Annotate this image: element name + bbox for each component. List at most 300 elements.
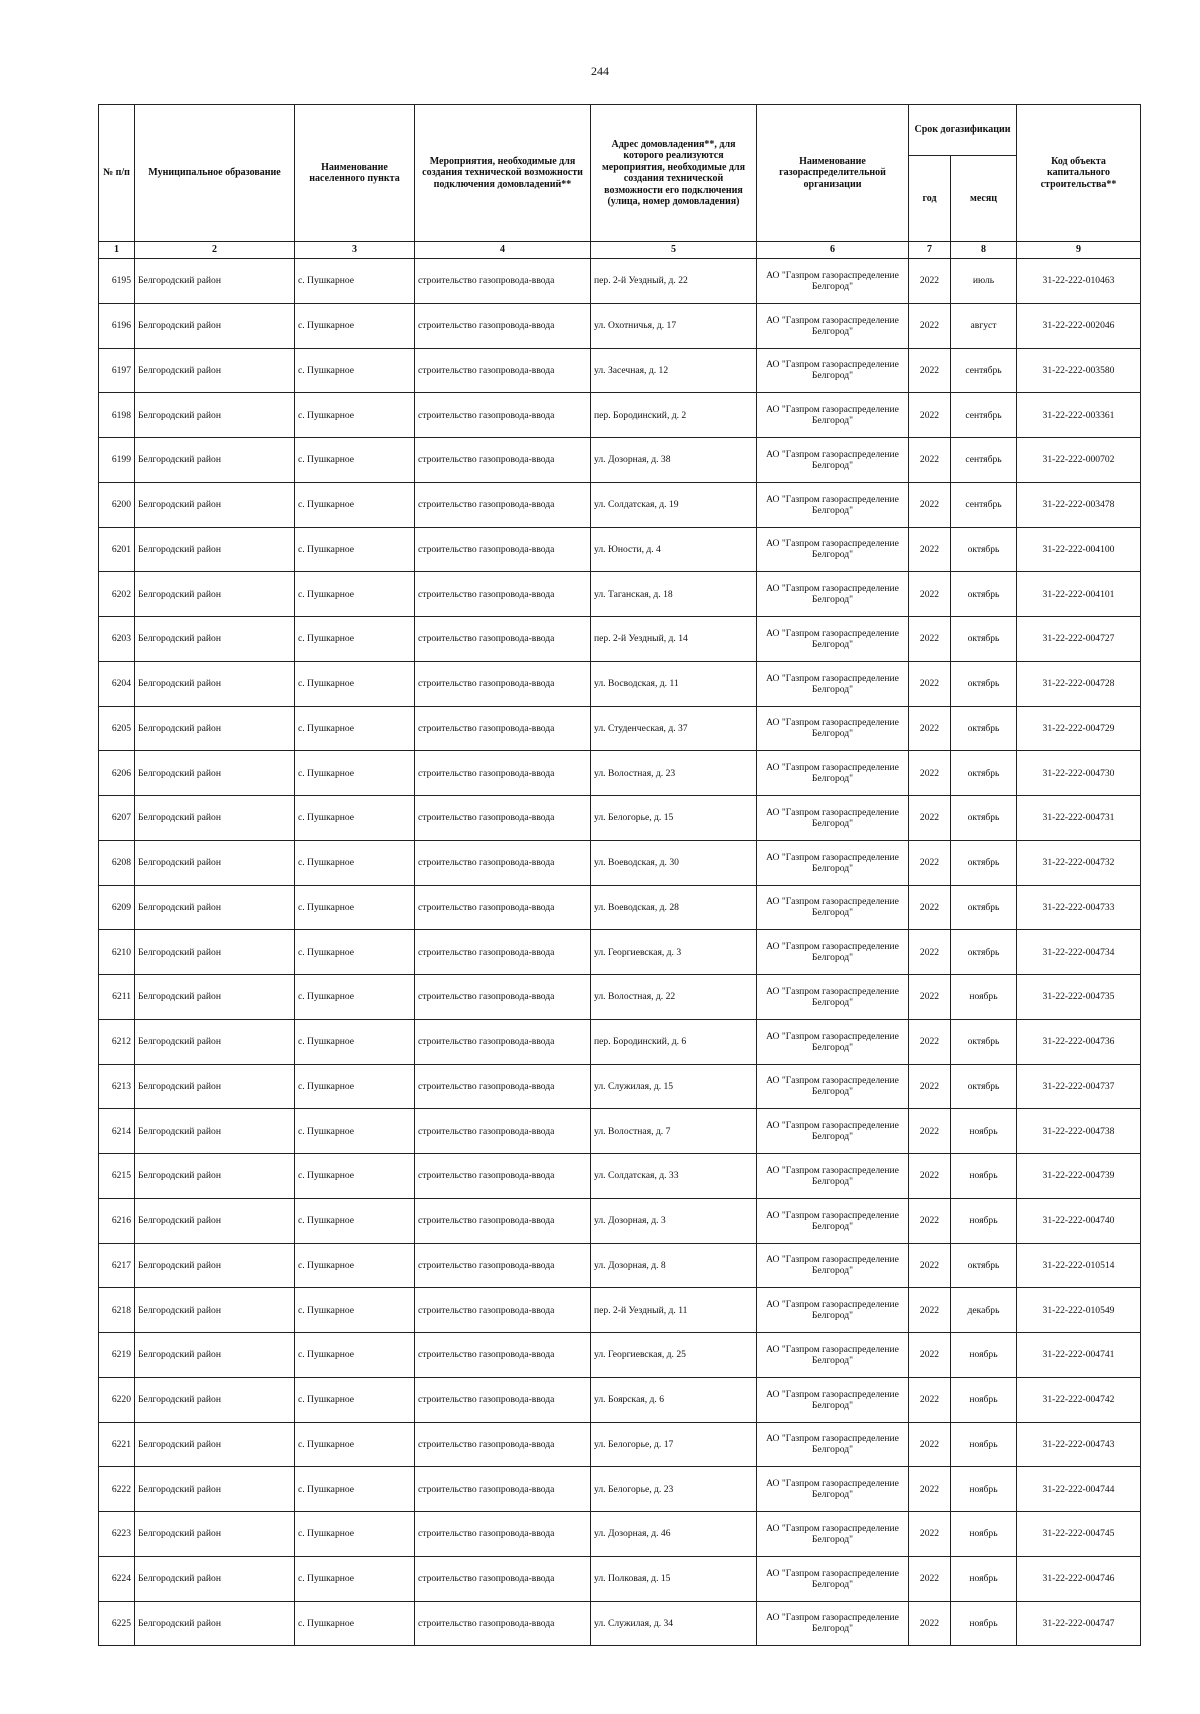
year-cell: 2022 (909, 1333, 951, 1378)
settlement-cell: с. Пушкарное (295, 1019, 415, 1064)
object-code-cell: 31-22-222-004731 (1017, 796, 1141, 841)
month-cell: ноябрь (951, 1109, 1017, 1154)
municipality-cell: Белгородский район (135, 1109, 295, 1154)
month-cell: октябрь (951, 706, 1017, 751)
municipality-cell: Белгородский район (135, 1064, 295, 1109)
municipality-cell: Белгородский район (135, 482, 295, 527)
organization-cell: АО "Газпром газораспределение Белгород" (757, 393, 909, 438)
measure-cell: строительство газопровода-ввода (415, 1109, 591, 1154)
measure-cell: строительство газопровода-ввода (415, 438, 591, 483)
address-cell: пер. Бородинский, д. 2 (591, 393, 757, 438)
settlement-cell: с. Пушкарное (295, 840, 415, 885)
year-cell: 2022 (909, 751, 951, 796)
measure-cell: строительство газопровода-ввода (415, 1601, 591, 1646)
settlement-cell: с. Пушкарное (295, 1109, 415, 1154)
row-number: 6204 (99, 661, 135, 706)
month-cell: ноябрь (951, 1601, 1017, 1646)
header-row (99, 105, 1141, 156)
measure-cell: строительство газопровода-ввода (415, 885, 591, 930)
address-cell: ул. Георгиевская, д. 3 (591, 930, 757, 975)
month-cell: ноябрь (951, 1556, 1017, 1601)
object-code-cell: 31-22-222-004727 (1017, 617, 1141, 662)
header-deadline: Срок догазификации (909, 105, 1017, 156)
row-number: 6201 (99, 527, 135, 572)
year-cell: 2022 (909, 661, 951, 706)
settlement-cell: с. Пушкарное (295, 796, 415, 841)
address-cell: ул. Воеводская, д. 30 (591, 840, 757, 885)
table-row (99, 975, 1141, 1020)
address-cell: пер. 2-й Уездный, д. 11 (591, 1288, 757, 1333)
object-code-cell: 31-22-222-004732 (1017, 840, 1141, 885)
year-cell: 2022 (909, 1422, 951, 1467)
settlement-cell: с. Пушкарное (295, 1243, 415, 1288)
month-cell: сентябрь (951, 482, 1017, 527)
settlement-cell: с. Пушкарное (295, 1377, 415, 1422)
month-cell: декабрь (951, 1288, 1017, 1333)
settlement-cell: с. Пушкарное (295, 1601, 415, 1646)
municipality-cell: Белгородский район (135, 1422, 295, 1467)
table-row (99, 840, 1141, 885)
year-cell: 2022 (909, 1019, 951, 1064)
row-number: 6219 (99, 1333, 135, 1378)
header-settlement: Наименование населенного пункта (295, 105, 415, 242)
table-row (99, 259, 1141, 304)
object-code-cell: 31-22-222-010549 (1017, 1288, 1141, 1333)
measure-cell: строительство газопровода-ввода (415, 706, 591, 751)
month-cell: октябрь (951, 572, 1017, 617)
address-cell: ул. Таганская, д. 18 (591, 572, 757, 617)
organization-cell: АО "Газпром газораспределение Белгород" (757, 1377, 909, 1422)
organization-cell: АО "Газпром газораспределение Белгород" (757, 1556, 909, 1601)
year-cell: 2022 (909, 840, 951, 885)
year-cell: 2022 (909, 527, 951, 572)
row-number: 6206 (99, 751, 135, 796)
measure-cell: строительство газопровода-ввода (415, 527, 591, 572)
object-code-cell: 31-22-222-004747 (1017, 1601, 1141, 1646)
column-number: 4 (415, 242, 591, 259)
month-cell: ноябрь (951, 1333, 1017, 1378)
row-number: 6217 (99, 1243, 135, 1288)
organization-cell: АО "Газпром газораспределение Белгород" (757, 706, 909, 751)
year-cell: 2022 (909, 1109, 951, 1154)
municipality-cell: Белгородский район (135, 706, 295, 751)
header-municipality: Муниципальное образование (135, 105, 295, 242)
row-number: 6199 (99, 438, 135, 483)
header-year: год (909, 156, 951, 242)
month-cell: октябрь (951, 885, 1017, 930)
table-row (99, 1512, 1141, 1557)
measure-cell: строительство газопровода-ввода (415, 1556, 591, 1601)
settlement-cell: с. Пушкарное (295, 1512, 415, 1557)
table-row (99, 1064, 1141, 1109)
gasification-table (98, 104, 1141, 1646)
year-cell: 2022 (909, 482, 951, 527)
month-cell: ноябрь (951, 1512, 1017, 1557)
row-number: 6223 (99, 1512, 135, 1557)
row-number: 6220 (99, 1377, 135, 1422)
settlement-cell: с. Пушкарное (295, 1288, 415, 1333)
row-number: 6215 (99, 1154, 135, 1199)
month-cell: октябрь (951, 617, 1017, 662)
month-cell: октябрь (951, 930, 1017, 975)
month-cell: октябрь (951, 1243, 1017, 1288)
municipality-cell: Белгородский район (135, 1019, 295, 1064)
object-code-cell: 31-22-222-003580 (1017, 348, 1141, 393)
address-cell: ул. Белогорье, д. 17 (591, 1422, 757, 1467)
organization-cell: АО "Газпром газораспределение Белгород" (757, 482, 909, 527)
object-code-cell: 31-22-222-004741 (1017, 1333, 1141, 1378)
organization-cell: АО "Газпром газораспределение Белгород" (757, 527, 909, 572)
row-number: 6198 (99, 393, 135, 438)
object-code-cell: 31-22-222-004728 (1017, 661, 1141, 706)
organization-cell: АО "Газпром газораспределение Белгород" (757, 975, 909, 1020)
municipality-cell: Белгородский район (135, 661, 295, 706)
row-number: 6218 (99, 1288, 135, 1333)
table-row (99, 1467, 1141, 1512)
table-row (99, 1556, 1141, 1601)
object-code-cell: 31-22-222-010514 (1017, 1243, 1141, 1288)
organization-cell: АО "Газпром газораспределение Белгород" (757, 1243, 909, 1288)
organization-cell: АО "Газпром газораспределение Белгород" (757, 1467, 909, 1512)
month-cell: октябрь (951, 1019, 1017, 1064)
month-cell: ноябрь (951, 1377, 1017, 1422)
month-cell: октябрь (951, 527, 1017, 572)
table-row (99, 751, 1141, 796)
row-number: 6222 (99, 1467, 135, 1512)
measure-cell: строительство газопровода-ввода (415, 482, 591, 527)
row-number: 6216 (99, 1198, 135, 1243)
settlement-cell: с. Пушкарное (295, 1333, 415, 1378)
object-code-cell: 31-22-222-004101 (1017, 572, 1141, 617)
measure-cell: строительство газопровода-ввода (415, 1064, 591, 1109)
measure-cell: строительство газопровода-ввода (415, 1019, 591, 1064)
municipality-cell: Белгородский район (135, 259, 295, 304)
settlement-cell: с. Пушкарное (295, 438, 415, 483)
year-cell: 2022 (909, 438, 951, 483)
object-code-cell: 31-22-222-010463 (1017, 259, 1141, 304)
table-row (99, 438, 1141, 483)
municipality-cell: Белгородский район (135, 1556, 295, 1601)
measure-cell: строительство газопровода-ввода (415, 930, 591, 975)
year-cell: 2022 (909, 1377, 951, 1422)
table-row (99, 930, 1141, 975)
header-measures: Мероприятия, необходимые для создания технической возможности подключения домовладений** (415, 105, 591, 242)
settlement-cell: с. Пушкарное (295, 751, 415, 796)
municipality-cell: Белгородский район (135, 1601, 295, 1646)
table-row (99, 706, 1141, 751)
address-cell: пер. Бородинский, д. 6 (591, 1019, 757, 1064)
organization-cell: АО "Газпром газораспределение Белгород" (757, 1154, 909, 1199)
table-row (99, 796, 1141, 841)
object-code-cell: 31-22-222-004745 (1017, 1512, 1141, 1557)
year-cell: 2022 (909, 303, 951, 348)
row-number: 6210 (99, 930, 135, 975)
address-cell: ул. Дозорная, д. 38 (591, 438, 757, 483)
organization-cell: АО "Газпром газораспределение Белгород" (757, 617, 909, 662)
month-cell: сентябрь (951, 393, 1017, 438)
year-cell: 2022 (909, 1064, 951, 1109)
municipality-cell: Белгородский район (135, 438, 295, 483)
column-number: 6 (757, 242, 909, 259)
settlement-cell: с. Пушкарное (295, 1422, 415, 1467)
measure-cell: строительство газопровода-ввода (415, 796, 591, 841)
object-code-cell: 31-22-222-004746 (1017, 1556, 1141, 1601)
table-row (99, 1109, 1141, 1154)
address-cell: ул. Охотничья, д. 17 (591, 303, 757, 348)
year-cell: 2022 (909, 617, 951, 662)
address-cell: ул. Засечная, д. 12 (591, 348, 757, 393)
table-row (99, 617, 1141, 662)
table-row (99, 1288, 1141, 1333)
address-cell: ул. Юности, д. 4 (591, 527, 757, 572)
municipality-cell: Белгородский район (135, 393, 295, 438)
organization-cell: АО "Газпром газораспределение Белгород" (757, 1019, 909, 1064)
column-number: 8 (951, 242, 1017, 259)
measure-cell: строительство газопровода-ввода (415, 617, 591, 662)
settlement-cell: с. Пушкарное (295, 885, 415, 930)
table-row (99, 1019, 1141, 1064)
column-number: 2 (135, 242, 295, 259)
measure-cell: строительство газопровода-ввода (415, 1422, 591, 1467)
header-number: № п/п (99, 105, 135, 242)
header-organization: Наименование газораспределительной организации (757, 105, 909, 242)
organization-cell: АО "Газпром газораспределение Белгород" (757, 303, 909, 348)
organization-cell: АО "Газпром газораспределение Белгород" (757, 796, 909, 841)
address-cell: ул. Дозорная, д. 46 (591, 1512, 757, 1557)
year-cell: 2022 (909, 1154, 951, 1199)
measure-cell: строительство газопровода-ввода (415, 348, 591, 393)
row-number: 6207 (99, 796, 135, 841)
row-number: 6213 (99, 1064, 135, 1109)
row-number: 6209 (99, 885, 135, 930)
address-cell: ул. Георгиевская, д. 25 (591, 1333, 757, 1378)
settlement-cell: с. Пушкарное (295, 393, 415, 438)
row-number: 6197 (99, 348, 135, 393)
table-row (99, 1243, 1141, 1288)
settlement-cell: с. Пушкарное (295, 527, 415, 572)
measure-cell: строительство газопровода-ввода (415, 1198, 591, 1243)
row-number: 6225 (99, 1601, 135, 1646)
municipality-cell: Белгородский район (135, 1512, 295, 1557)
organization-cell: АО "Газпром газораспределение Белгород" (757, 1288, 909, 1333)
object-code-cell: 31-22-222-002046 (1017, 303, 1141, 348)
table-row (99, 348, 1141, 393)
table-row (99, 1333, 1141, 1378)
organization-cell: АО "Газпром газораспределение Белгород" (757, 930, 909, 975)
municipality-cell: Белгородский район (135, 885, 295, 930)
row-number: 6202 (99, 572, 135, 617)
address-cell: ул. Волостная, д. 7 (591, 1109, 757, 1154)
municipality-cell: Белгородский район (135, 348, 295, 393)
object-code-cell: 31-22-222-004739 (1017, 1154, 1141, 1199)
table-row (99, 661, 1141, 706)
month-cell: сентябрь (951, 438, 1017, 483)
column-number: 1 (99, 242, 135, 259)
month-cell: ноябрь (951, 1467, 1017, 1512)
organization-cell: АО "Газпром газораспределение Белгород" (757, 1512, 909, 1557)
settlement-cell: с. Пушкарное (295, 259, 415, 304)
address-cell: ул. Воеводская, д. 28 (591, 885, 757, 930)
table-row (99, 527, 1141, 572)
table-row (99, 303, 1141, 348)
municipality-cell: Белгородский район (135, 303, 295, 348)
year-cell: 2022 (909, 1467, 951, 1512)
year-cell: 2022 (909, 259, 951, 304)
row-number: 6214 (99, 1109, 135, 1154)
year-cell: 2022 (909, 1243, 951, 1288)
object-code-cell: 31-22-222-004742 (1017, 1377, 1141, 1422)
table-row (99, 482, 1141, 527)
header-address: Адрес домовладения**, для которого реализуются мероприятия, необходимые для создания технической возможности его подключения (улица, номер домовладения) (591, 105, 757, 242)
address-cell: ул. Боярская, д. 6 (591, 1377, 757, 1422)
municipality-cell: Белгородский район (135, 751, 295, 796)
object-code-cell: 31-22-222-004736 (1017, 1019, 1141, 1064)
measure-cell: строительство газопровода-ввода (415, 661, 591, 706)
row-number: 6195 (99, 259, 135, 304)
address-cell: ул. Студенческая, д. 37 (591, 706, 757, 751)
municipality-cell: Белгородский район (135, 527, 295, 572)
address-cell: ул. Восводская, д. 11 (591, 661, 757, 706)
address-cell: ул. Служилая, д. 34 (591, 1601, 757, 1646)
municipality-cell: Белгородский район (135, 1467, 295, 1512)
measure-cell: строительство газопровода-ввода (415, 1467, 591, 1512)
measure-cell: строительство газопровода-ввода (415, 572, 591, 617)
year-cell: 2022 (909, 1198, 951, 1243)
row-number: 6211 (99, 975, 135, 1020)
object-code-cell: 31-22-222-000702 (1017, 438, 1141, 483)
address-cell: ул. Дозорная, д. 8 (591, 1243, 757, 1288)
month-cell: октябрь (951, 796, 1017, 841)
row-number: 6203 (99, 617, 135, 662)
organization-cell: АО "Газпром газораспределение Белгород" (757, 751, 909, 796)
address-cell: ул. Белогорье, д. 23 (591, 1467, 757, 1512)
month-cell: октябрь (951, 661, 1017, 706)
object-code-cell: 31-22-222-003361 (1017, 393, 1141, 438)
row-number: 6221 (99, 1422, 135, 1467)
organization-cell: АО "Газпром газораспределение Белгород" (757, 1064, 909, 1109)
address-cell: ул. Солдатская, д. 19 (591, 482, 757, 527)
object-code-cell: 31-22-222-004735 (1017, 975, 1141, 1020)
organization-cell: АО "Газпром газораспределение Белгород" (757, 572, 909, 617)
settlement-cell: с. Пушкарное (295, 975, 415, 1020)
column-number: 9 (1017, 242, 1141, 259)
settlement-cell: с. Пушкарное (295, 706, 415, 751)
object-code-cell: 31-22-222-003478 (1017, 482, 1141, 527)
municipality-cell: Белгородский район (135, 975, 295, 1020)
row-number: 6208 (99, 840, 135, 885)
year-cell: 2022 (909, 930, 951, 975)
organization-cell: АО "Газпром газораспределение Белгород" (757, 1422, 909, 1467)
organization-cell: АО "Газпром газораспределение Белгород" (757, 259, 909, 304)
municipality-cell: Белгородский район (135, 617, 295, 662)
address-cell: ул. Служилая, д. 15 (591, 1064, 757, 1109)
municipality-cell: Белгородский район (135, 572, 295, 617)
row-number: 6200 (99, 482, 135, 527)
municipality-cell: Белгородский район (135, 1288, 295, 1333)
month-cell: ноябрь (951, 1422, 1017, 1467)
month-cell: ноябрь (951, 1154, 1017, 1199)
measure-cell: строительство газопровода-ввода (415, 1154, 591, 1199)
municipality-cell: Белгородский район (135, 930, 295, 975)
municipality-cell: Белгородский район (135, 1333, 295, 1378)
measure-cell: строительство газопровода-ввода (415, 393, 591, 438)
measure-cell: строительство газопровода-ввода (415, 751, 591, 796)
table-row (99, 1422, 1141, 1467)
object-code-cell: 31-22-222-004738 (1017, 1109, 1141, 1154)
settlement-cell: с. Пушкарное (295, 482, 415, 527)
object-code-cell: 31-22-222-004733 (1017, 885, 1141, 930)
table-row (99, 572, 1141, 617)
object-code-cell: 31-22-222-004734 (1017, 930, 1141, 975)
table-row (99, 1198, 1141, 1243)
organization-cell: АО "Газпром газораспределение Белгород" (757, 1198, 909, 1243)
address-cell: ул. Белогорье, д. 15 (591, 796, 757, 841)
address-cell: пер. 2-й Уездный, д. 14 (591, 617, 757, 662)
measure-cell: строительство газопровода-ввода (415, 1243, 591, 1288)
object-code-cell: 31-22-222-004737 (1017, 1064, 1141, 1109)
municipality-cell: Белгородский район (135, 796, 295, 841)
settlement-cell: с. Пушкарное (295, 1556, 415, 1601)
measure-cell: строительство газопровода-ввода (415, 975, 591, 1020)
address-cell: ул. Волостная, д. 23 (591, 751, 757, 796)
month-cell: август (951, 303, 1017, 348)
municipality-cell: Белгородский район (135, 1154, 295, 1199)
row-number: 6205 (99, 706, 135, 751)
month-cell: сентябрь (951, 348, 1017, 393)
municipality-cell: Белгородский район (135, 1377, 295, 1422)
municipality-cell: Белгородский район (135, 1198, 295, 1243)
year-cell: 2022 (909, 572, 951, 617)
year-cell: 2022 (909, 1288, 951, 1333)
year-cell: 2022 (909, 393, 951, 438)
object-code-cell: 31-22-222-004740 (1017, 1198, 1141, 1243)
measure-cell: строительство газопровода-ввода (415, 1288, 591, 1333)
organization-cell: АО "Газпром газораспределение Белгород" (757, 1333, 909, 1378)
month-cell: октябрь (951, 751, 1017, 796)
month-cell: ноябрь (951, 1198, 1017, 1243)
organization-cell: АО "Газпром газораспределение Белгород" (757, 1109, 909, 1154)
settlement-cell: с. Пушкарное (295, 930, 415, 975)
column-number: 3 (295, 242, 415, 259)
address-cell: ул. Волостная, д. 22 (591, 975, 757, 1020)
municipality-cell: Белгородский район (135, 1243, 295, 1288)
settlement-cell: с. Пушкарное (295, 661, 415, 706)
municipality-cell: Белгородский район (135, 840, 295, 885)
settlement-cell: с. Пушкарное (295, 1198, 415, 1243)
measure-cell: строительство газопровода-ввода (415, 303, 591, 348)
month-cell: июль (951, 259, 1017, 304)
row-number: 6196 (99, 303, 135, 348)
year-cell: 2022 (909, 348, 951, 393)
object-code-cell: 31-22-222-004744 (1017, 1467, 1141, 1512)
address-cell: ул. Дозорная, д. 3 (591, 1198, 757, 1243)
settlement-cell: с. Пушкарное (295, 617, 415, 662)
organization-cell: АО "Газпром газораспределение Белгород" (757, 840, 909, 885)
table-row (99, 1601, 1141, 1646)
row-number: 6212 (99, 1019, 135, 1064)
year-cell: 2022 (909, 1512, 951, 1557)
address-cell: пер. 2-й Уездный, д. 22 (591, 259, 757, 304)
measure-cell: строительство газопровода-ввода (415, 840, 591, 885)
settlement-cell: с. Пушкарное (295, 1064, 415, 1109)
settlement-cell: с. Пушкарное (295, 303, 415, 348)
column-number-row (99, 242, 1141, 259)
address-cell: ул. Полковая, д. 15 (591, 1556, 757, 1601)
year-cell: 2022 (909, 796, 951, 841)
table-row (99, 1377, 1141, 1422)
organization-cell: АО "Газпром газораспределение Белгород" (757, 438, 909, 483)
settlement-cell: с. Пушкарное (295, 1467, 415, 1512)
